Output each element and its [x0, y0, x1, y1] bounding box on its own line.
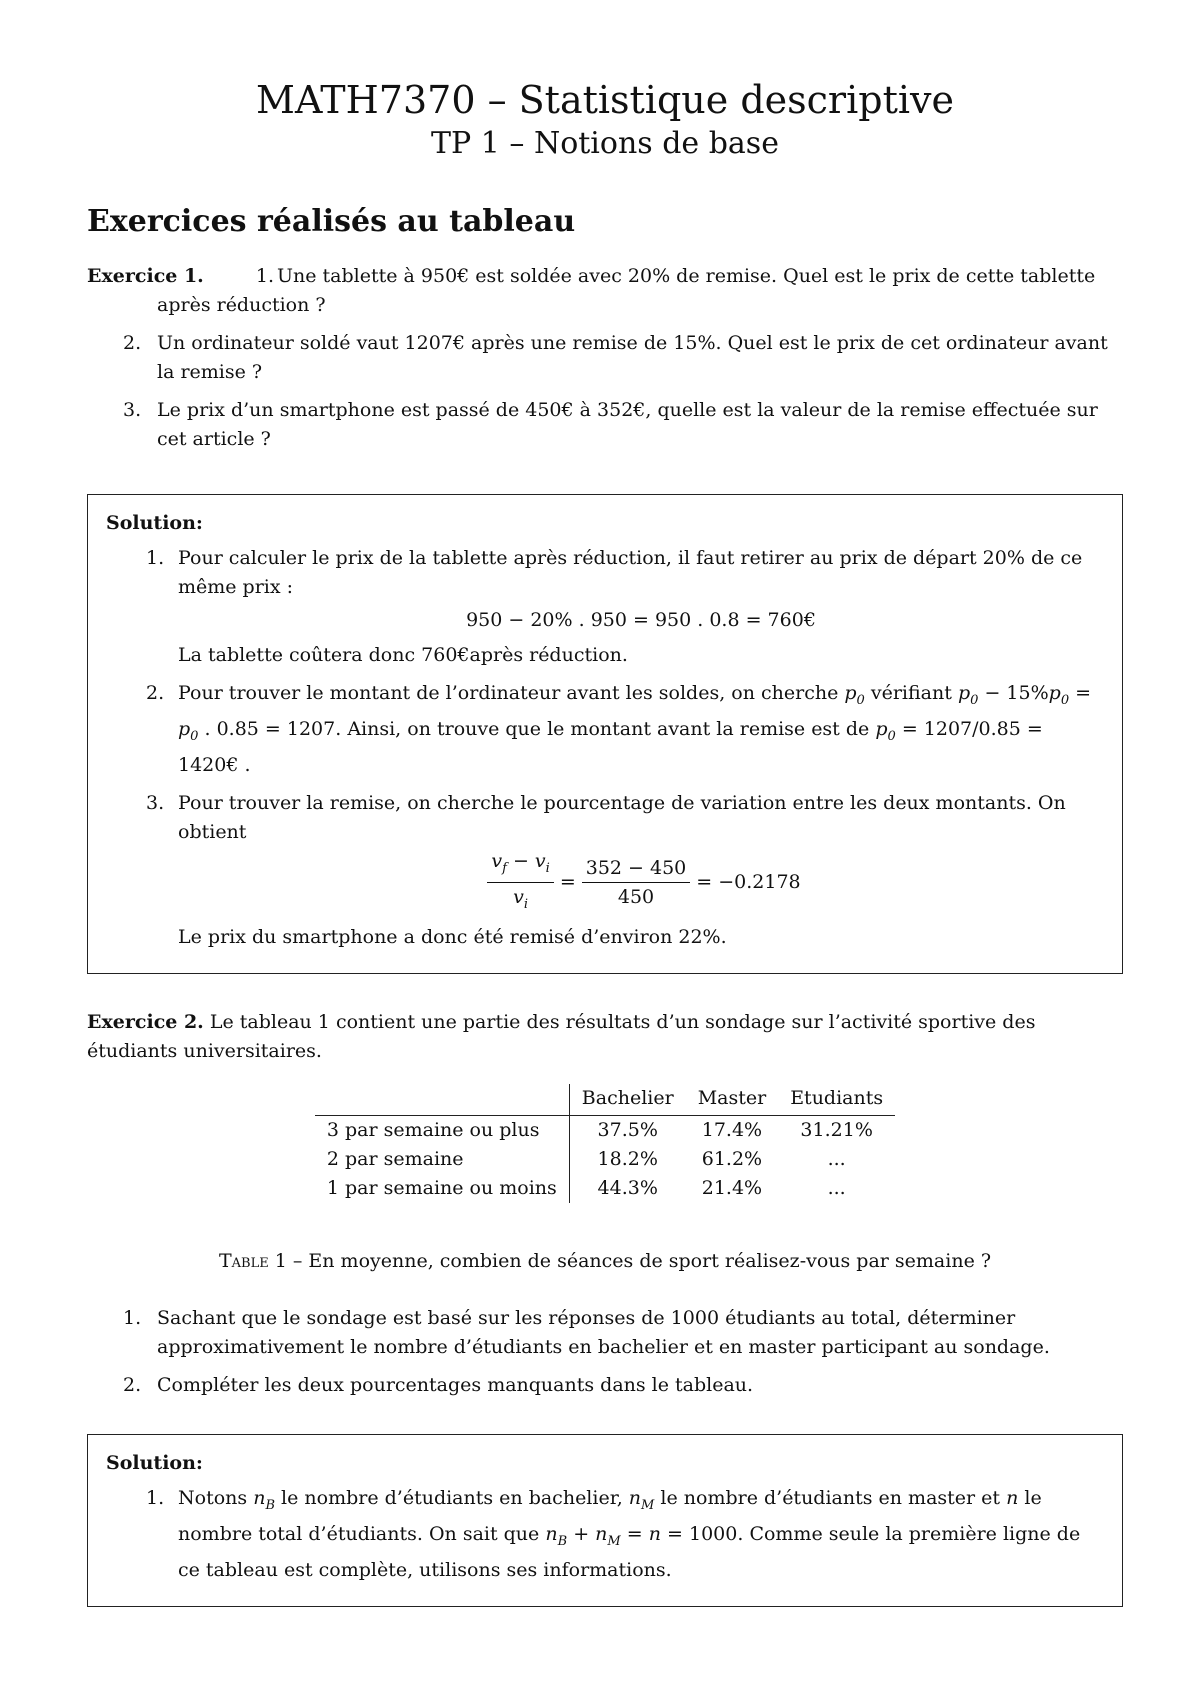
solution-text: = 1000. Comme seule la première ligne de ce tableau est complète, utilisons ses informations. — [178, 1522, 1081, 1581]
solution-item-num: 3. — [146, 791, 165, 814]
equation: 950 − 20% . 950 = 950 . 0.8 = 760€ — [466, 609, 816, 631]
solution-1-box — [87, 494, 1123, 974]
table-row — [315, 1145, 895, 1174]
exercise-2-label: Exercice 2. — [87, 1011, 204, 1034]
solution-item-conclusion: La tablette coûtera donc 760€après réduction. — [178, 644, 628, 666]
exercise-1-item-text: Un ordinateur soldé vaut 1207€ après une remise de 15%. Quel est le prix de cet ordinateur avant la remise ? — [157, 332, 1108, 383]
equation-result: = −0.2178 — [696, 871, 801, 894]
math-variable: $n_B$ — [253, 1487, 275, 1513]
table-row-label: 2 par semaine — [315, 1145, 569, 1174]
exercise-1-item-text: Une tablette à 950€ est soldée avec 20% de remise. Quel est le prix de cette tablette après réduction ? — [157, 265, 1096, 316]
table-cell: 31.21% — [800, 1119, 873, 1142]
solution-text: = — [1075, 682, 1092, 704]
solution-text: = 1207/0.85 = 1420€ . — [178, 717, 1043, 776]
fraction-left: $\frac{v_f - v_i}{v_i}$ — [487, 847, 553, 920]
question-num: 2. — [123, 1374, 142, 1397]
solution-1-item-2 — [106, 679, 1104, 780]
exercise-2-questions — [87, 1304, 1123, 1400]
solution-1-item-1 — [106, 544, 1104, 670]
solution-item-num: 2. — [146, 682, 165, 704]
solution-1-item-3 — [106, 789, 1104, 953]
exercise-1-item-1 — [87, 262, 1123, 320]
solution-2-title: Solution: — [106, 1452, 203, 1475]
solution-1-title: Solution: — [106, 512, 203, 534]
solution-2-item-1 — [106, 1484, 1104, 1585]
math-variable: $p_0$ — [1048, 682, 1070, 708]
math-variable: $p_0$ — [957, 682, 979, 708]
question-text: Sachant que le sondage est basé sur les réponses de 1000 étudiants au total, déterminer approximativement le nombre d’étudiants en bachelier et en master participant au sondage. — [157, 1307, 1050, 1359]
exercise-1-item-num: 1. — [255, 265, 275, 287]
table-caption — [87, 1247, 1123, 1276]
math-variable: $p_0$ — [875, 717, 896, 744]
solution-item-conclusion: Le prix du smartphone a donc été remisé d’environ 22%. — [178, 926, 727, 949]
plus-sign: + — [573, 1522, 590, 1545]
solution-text: − 15% — [984, 682, 1049, 704]
table-cell: 61.2% — [701, 1148, 763, 1171]
math-variable: $n_M$ — [595, 1522, 621, 1549]
solution-text: . 0.85 = 1207. Ainsi, on trouve que le montant avant la remise est de — [204, 717, 870, 740]
table-cell: ... — [827, 1177, 846, 1200]
data-table — [315, 1084, 895, 1203]
table-cell: 21.4% — [701, 1177, 763, 1200]
table-cell: 44.3% — [597, 1177, 658, 1200]
math-variable: n — [648, 1522, 661, 1545]
document-subtitle: TP 1 – Notions de base — [431, 126, 779, 161]
fraction-right: $\frac{352 - 450}{450}$ — [582, 854, 691, 911]
solution-item-text: Pour trouver la remise, on cherche le pourcentage de variation entre les deux montants. On obtient — [178, 791, 1066, 843]
solution-text: vérifiant — [870, 682, 952, 704]
document-page — [87, 78, 1123, 1607]
table-row — [315, 1116, 895, 1146]
exercise-1-item-2 — [87, 329, 1123, 387]
solution-text: Pour trouver le montant de l’ordinateur avant les soldes, on cherche — [178, 682, 839, 704]
solution-text: le nombre d’étudiants en bachelier, — [281, 1487, 623, 1510]
math-variable: $p_0$ — [178, 717, 199, 744]
document-title: MATH7370 – Statistique descriptive — [256, 78, 954, 122]
solution-2-box — [87, 1434, 1123, 1607]
table-cell: ... — [827, 1148, 846, 1171]
math-variable: $p_0$ — [844, 682, 865, 708]
table-row — [315, 1174, 895, 1203]
question-text: Compléter les deux pourcentages manquants dans le tableau. — [157, 1374, 754, 1397]
table-row-label: 1 par semaine ou moins — [315, 1174, 569, 1203]
exercise-2 — [87, 1008, 1123, 1066]
solution-text: = — [626, 1522, 643, 1545]
table-caption-text: – En moyenne, combien de séances de sport réalisez-vous par semaine ? — [286, 1250, 992, 1273]
exercise-2-intro: Le tableau 1 contient une partie des résultats d’un sondage sur l’activité sportive des étudiants universitaires. — [87, 1011, 1036, 1063]
exercise-2-question-1 — [87, 1304, 1123, 1362]
solution-item-num: 1. — [146, 547, 165, 569]
exercise-1 — [87, 262, 1123, 454]
solution-text: le nombre total d’étudiants. On sait que — [178, 1487, 1042, 1545]
solution-item-text: Pour calculer le prix de la tablette après réduction, il faut retirer au prix de départ 20% de ce même prix : — [178, 547, 1083, 598]
section-heading: Exercices réalisés au tableau — [87, 204, 576, 239]
fraction-equation — [178, 847, 1104, 920]
table-header-cell: Bachelier — [569, 1084, 685, 1116]
solution-item-num: 1. — [146, 1487, 165, 1510]
exercise-2-question-2 — [87, 1371, 1123, 1400]
solution-text: le nombre d’étudiants en master et — [660, 1487, 1001, 1510]
exercise-1-item-num: 3. — [123, 399, 142, 421]
exercise-1-item-3 — [87, 396, 1123, 454]
table-row-label: 3 par semaine ou plus — [315, 1116, 569, 1146]
exercise-1-label: Exercice 1. — [87, 265, 204, 287]
table-cell: 18.2% — [597, 1148, 658, 1171]
math-variable: $n_B$ — [545, 1522, 568, 1549]
table-cell: 17.4% — [701, 1119, 763, 1142]
table-header-row — [315, 1084, 895, 1116]
table-caption-label: Table 1 — [218, 1250, 287, 1273]
exercise-1-item-num: 2. — [123, 332, 142, 354]
table-header-cell: Etudiants — [778, 1084, 895, 1116]
table-header-cell: Master — [686, 1084, 779, 1116]
equals-sign: = — [559, 871, 576, 894]
question-num: 1. — [123, 1307, 142, 1330]
table-cell: 37.5% — [597, 1119, 658, 1142]
exercise-1-item-text: Le prix d’un smartphone est passé de 450€ à 352€, quelle est la valeur de la remise effectuée sur cet article ? — [157, 399, 1098, 450]
math-variable: n — [1006, 1487, 1019, 1510]
solution-text: Notons — [178, 1487, 248, 1510]
math-variable: $n_M$ — [628, 1487, 655, 1513]
